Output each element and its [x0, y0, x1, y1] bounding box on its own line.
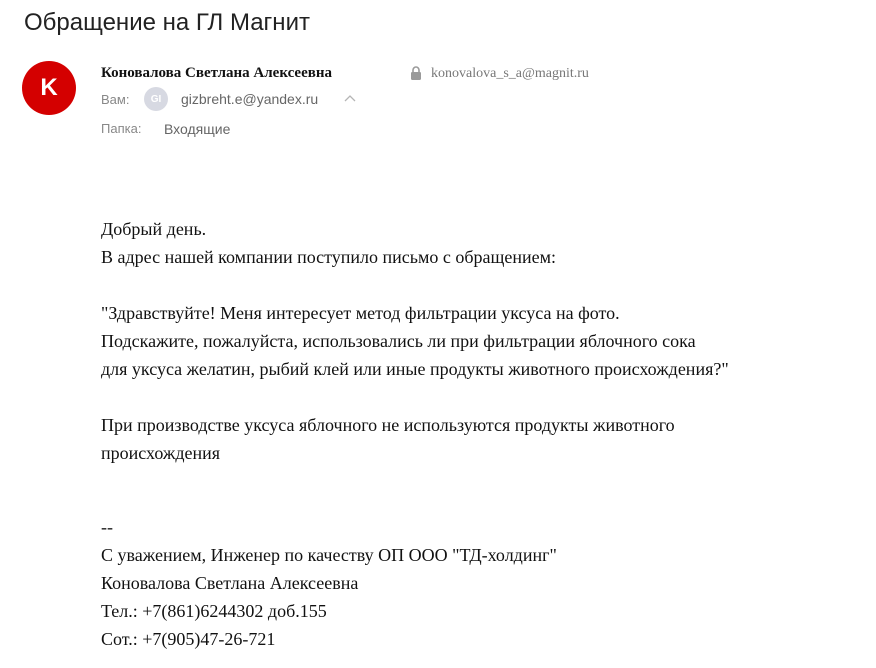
sender-name[interactable]: Коновалова Светлана Алексеевна: [101, 65, 332, 81]
recipient-avatar-initials: GI: [150, 93, 162, 105]
sender-avatar[interactable]: [22, 61, 76, 115]
signature-position: С уважением, Инженер по качеству ОП ООО "ТД-холдинг": [101, 545, 557, 565]
sender-avatar-letter: K: [40, 74, 58, 101]
recipient-avatar[interactable]: [144, 87, 168, 111]
recipient-email[interactable]: gizbreht.e@yandex.ru: [181, 91, 319, 107]
folder-label: Папка:: [101, 121, 142, 136]
body-quote-line-3: для уксуса желатин, рыбий клей или иные продукты животного происхождения?": [101, 359, 729, 379]
body-answer-line-2: происхождения: [101, 443, 221, 463]
body-answer-line-1: При производстве уксуса яблочного не используются продукты животного: [101, 415, 675, 435]
email-subject: Обращение на ГЛ Магнит: [24, 9, 310, 36]
chevron-up-icon[interactable]: [343, 93, 357, 103]
signature-phone: Тел.: +7(861)6244302 доб.155: [101, 601, 327, 621]
body-intro: В адрес нашей компании поступило письмо с обращением:: [101, 247, 557, 267]
lock-icon: [410, 66, 422, 80]
body-greeting: Добрый день.: [101, 219, 207, 239]
folder-link[interactable]: Входящие: [164, 121, 231, 137]
signature-name: Коновалова Светлана Алексеевна: [101, 573, 359, 593]
body-quote-line-2: Подскажите, пожалуйста, использовались ли при фильтрации яблочного сока: [101, 331, 696, 351]
signature-separator: --: [101, 517, 113, 537]
sender-email[interactable]: konovalova_s_a@magnit.ru: [431, 66, 589, 81]
recipient-label: Вам:: [101, 92, 130, 107]
body-quote-line-1: "Здравствуйте! Меня интересует метод фильтрации уксуса на фото.: [101, 303, 620, 323]
signature-mobile: Сот.: +7(905)47-26-721: [101, 629, 276, 649]
